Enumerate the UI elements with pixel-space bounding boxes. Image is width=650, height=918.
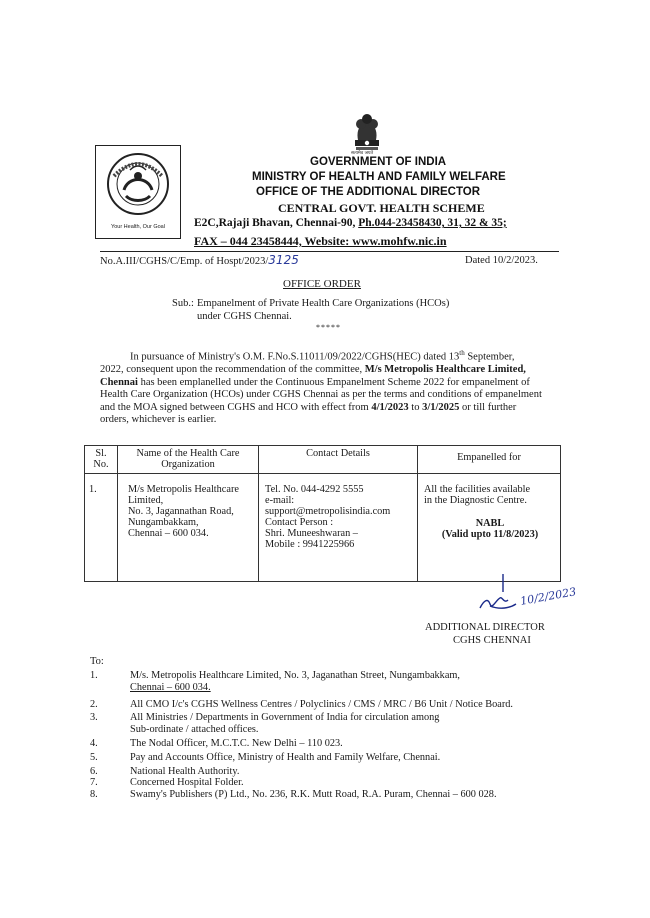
header-scheme: CENTRAL GOVT. HEALTH SCHEME [278,201,485,215]
logo-tagline: Your Health, Our Goal [111,224,165,230]
header-sl-no: Sl. No. [85,446,118,474]
signatory-title: ADDITIONAL DIRECTOR [425,622,545,633]
table-header-row [85,446,561,474]
header-ministry: MINISTRY OF HEALTH AND FAMILY WELFARE [252,171,506,183]
subject-line-1: Empanelment of Private Health Care Organizations (HCOs) [197,298,450,309]
reference-number [100,253,299,267]
row-empanelled-for: All the facilities available in the Diagnostic Centre. NABL (Valid upto 11/8/2023) [418,474,561,582]
header-organization: Name of the Health Care Organization [118,446,259,474]
subject-line-2: under CGHS Chennai. [197,311,292,322]
address-phone: Ph.044-23458430, 31, 32 & 35; [358,217,507,229]
reference-text: No.A.III/CGHS/C/Emp. of Hospt/2023/ [100,256,269,267]
subject-stars: ***** [316,323,341,332]
list-item: 3. All Ministries / Departments in Government of India for circulation among Sub-ordinate / attached offices. [90,712,440,736]
subject-label: Sub.: [172,298,194,309]
list-item: 6. National Health Authority. [90,765,240,777]
contact-email: support@metropolisindia.com [265,506,391,517]
address-text: E2C,Rajaji Bhavan, Chennai-90, [194,217,359,229]
header-contact-details: Contact Details [259,446,418,474]
header-rule [100,251,559,252]
header-address [194,217,507,229]
list-item: 1. M/s. Metropolis Healthcare Limited, No. 3, Jaganathan Street, Nungambakkam, Chennai – 600 034. [90,670,460,693]
row-organization: M/s Metropolis Healthcare Limited, No. 3, Jagannathan Road, Nungambakkam, Chennai – 600 034. [118,474,259,582]
order-date: Dated 10/2/2023. [465,255,538,266]
header-fax-website: FAX – 044 23458444, Website: www.mohfw.nic.in [194,234,447,248]
distribution-list [90,670,570,801]
body-line-1: In pursuance of Ministry's O.M. F.No.S.11011/09/2022/CGHS(HEC) dated 13th September, [130,349,515,363]
list-item: 2. All CMO I/c's CGHS Wellness Centres / Polyclinics / CMS / MRC / B6 Unit / Notice Board. [90,698,513,710]
empanelment-table [84,445,561,582]
list-item: 8. Swamy's Publishers (P) Ltd., No. 236, R.K. Mutt Road, R.A. Puram, Chennai – 600 028. [90,789,497,801]
table-row [85,474,561,582]
body-line-3: Chennai has been emplanelled under the Continuous Empanelment Scheme 2022 for empanelment of [100,376,530,388]
header-govt: GOVERNMENT OF INDIA [310,156,447,168]
signature-handwritten-date: 10/2/2023 [519,585,578,608]
header-empanelled-for: Empanelled for [418,446,561,474]
list-item: 7. Concerned Hospital Folder. [90,777,244,789]
row-sl-no: 1. [85,474,118,582]
list-item: 5. Pay and Accounts Office, Ministry of Health and Family Welfare, Chennai. [90,751,441,763]
emblem-motto: सत्यमेव जयते [351,151,374,156]
to-label: To: [90,656,104,667]
header-office: OFFICE OF THE ADDITIONAL DIRECTOR [256,186,481,198]
cghs-logo-icon [96,146,180,224]
body-paragraph [100,347,558,427]
validity: (Valid upto 11/8/2023) [441,529,539,540]
row-contact-details: Tel. No. 044-4292 5555 e-mail: support@metropolisindia.com Contact Person : Shri. Muneeshwaran – Mobile : 9941225966 [259,474,418,582]
signatory-office: CGHS CHENNAI [453,635,531,646]
office-order-title: OFFICE ORDER [283,278,361,290]
handwritten-number: 3125 [268,253,299,267]
list-item: 4. The Nodal Officer, M.C.T.C. New Delhi – 110 023. [90,737,343,749]
accreditation: NABL [475,518,505,529]
cghs-logo [95,145,181,239]
body-line-5: and the MOA signed between CGHS and HCO with effect from 4/1/2023 to 3/1/2025 or till further [100,401,517,413]
body-line-4: Health Care Organization (HCOs) under CGHS Chennai as per the terms and conditions of empanelment [100,389,542,401]
body-line-6: orders, whichever is earlier. [100,414,217,426]
body-line-2: 2022, consequent upon the recommendation of the committee, M/s Metropolis Healthcare Limited, [100,364,526,376]
